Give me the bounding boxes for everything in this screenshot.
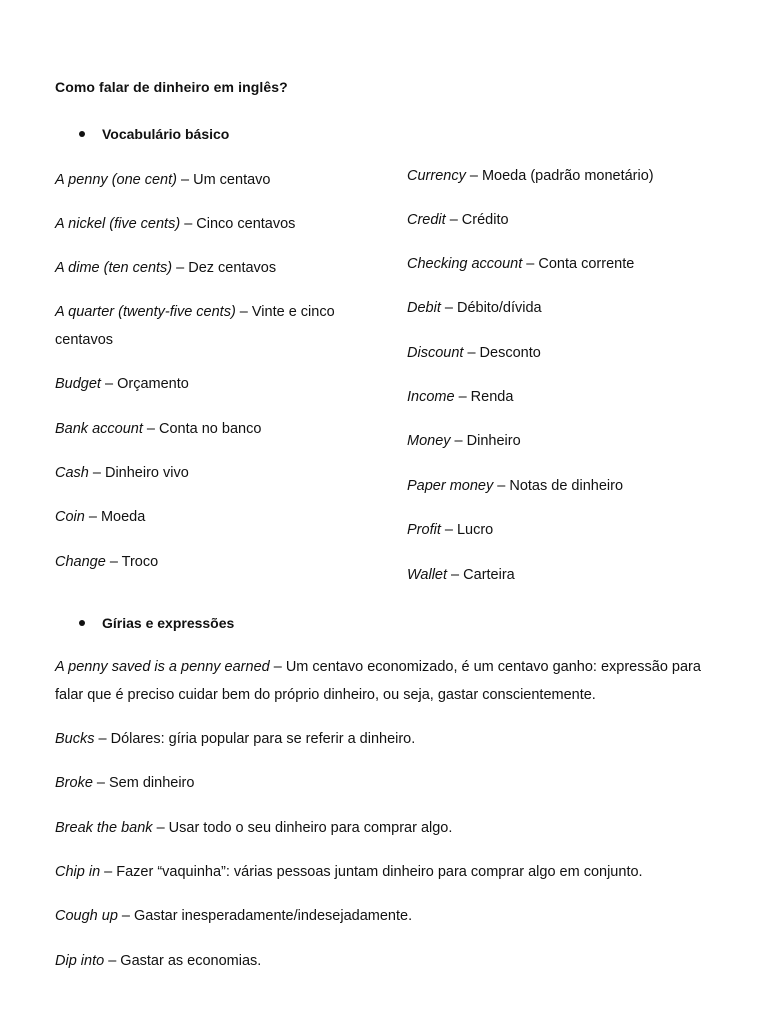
vocab-definition: – Renda [454,389,514,405]
expression-term: Dip into [55,953,105,969]
vocab-entry [55,254,375,282]
vocab-definition: – Um centavo [176,172,271,188]
vocab-term: A nickel (five cents) [55,216,181,232]
vocab-entry [55,166,375,194]
vocab-definition: – Conta corrente [522,256,635,272]
vocab-term: Income [407,389,455,405]
expression-entry [55,769,725,797]
bullet-icon [79,620,85,626]
expression-entry [55,902,725,930]
vocab-term: Change [55,554,106,570]
expression-definition: – Fazer “vaquinha”: várias pessoas juntam dinheiro para comprar algo em conjunto. [100,864,643,880]
vocab-definition: – Dinheiro vivo [88,465,189,481]
vocab-definition: – Débito/dívida [440,300,542,316]
expression-term: Cough up [55,908,118,924]
vocab-term: Currency [407,168,466,184]
expression-definition: – Um centavo economizado, é um centavo ganho: expressão para falar que é preciso cuidar bem do próprio dinheiro, ou seja, gastar conscientemente. [55,659,701,703]
expression-term: Break the bank [55,820,153,836]
vocab-entry [55,503,375,531]
bullet-icon [79,131,85,137]
vocab-term: Bank account [55,421,143,437]
vocab-entry [407,250,727,278]
section-heading-label: Vocabulário básico [102,126,230,142]
vocab-definition: – Crédito [445,212,509,228]
vocab-entry [407,339,727,367]
vocab-term: Profit [407,522,441,538]
vocab-term: Wallet [407,567,448,583]
vocab-definition: – Dez centavos [172,260,277,276]
vocab-definition: – Moeda [84,509,146,525]
vocab-definition: – Conta no banco [142,421,262,437]
vocab-entry [407,383,727,411]
expression-term: Bucks [55,731,95,747]
vocab-definition: – Cinco centavos [180,216,296,232]
vocab-term: Money [407,433,451,449]
vocab-entry [55,459,375,487]
vocab-entry [407,427,727,455]
vocab-term: Checking account [407,256,523,272]
expression-definition: – Dólares: gíria popular para se referir a dinheiro. [94,731,416,747]
expression-definition: – Gastar as economias. [104,953,262,969]
expression-entry [55,947,725,975]
expression-definition: – Usar todo o seu dinheiro para comprar algo. [152,820,453,836]
vocab-entry [407,516,727,544]
vocab-definition: – Orçamento [100,376,189,392]
vocab-definition: – Vinte e cinco centavos [55,304,335,348]
expression-term: Chip in [55,864,101,880]
expression-entry [55,858,725,886]
vocab-definition: – Carteira [447,567,515,583]
vocab-term: Budget [55,376,101,392]
vocab-term: A dime (ten cents) [55,260,173,276]
vocab-entry [55,415,375,443]
expression-term: A penny saved is a penny earned [55,659,270,675]
expression-entry [55,653,725,709]
vocab-entry [55,548,375,576]
vocab-entry [407,206,727,234]
vocab-entry [55,298,370,354]
vocab-entry [407,162,727,190]
vocab-definition: – Desconto [463,345,541,361]
expression-entry [55,725,725,753]
vocab-term: Discount [407,345,464,361]
vocab-term: Coin [55,509,85,525]
vocab-entry [407,294,727,322]
vocab-entry [407,561,727,589]
vocab-definition: – Notas de dinheiro [493,478,624,494]
vocab-entry [407,472,727,500]
vocab-term: Cash [55,465,89,481]
expression-definition: – Sem dinheiro [92,775,195,791]
expression-term: Broke [55,775,93,791]
vocab-term: A quarter (twenty-five cents) [55,304,236,320]
vocab-definition: – Troco [105,554,159,570]
vocab-definition: – Lucro [440,522,494,538]
vocab-entry [55,370,375,398]
vocab-term: Debit [407,300,441,316]
expression-definition: – Gastar inesperadamente/indesejadamente. [117,908,413,924]
document-title: Como falar de dinheiro em inglês? [55,79,288,95]
section-heading-vocabulary [79,126,229,142]
vocab-term: Paper money [407,478,494,494]
vocab-term: Credit [407,212,446,228]
vocab-term: A penny (one cent) [55,172,177,188]
vocab-entry [55,210,375,238]
section-heading-label: Gírias e expressões [102,615,235,631]
vocab-definition: – Dinheiro [450,433,521,449]
section-heading-slang [79,615,234,631]
vocab-definition: – Moeda (padrão monetário) [465,168,654,184]
expression-entry [55,814,725,842]
